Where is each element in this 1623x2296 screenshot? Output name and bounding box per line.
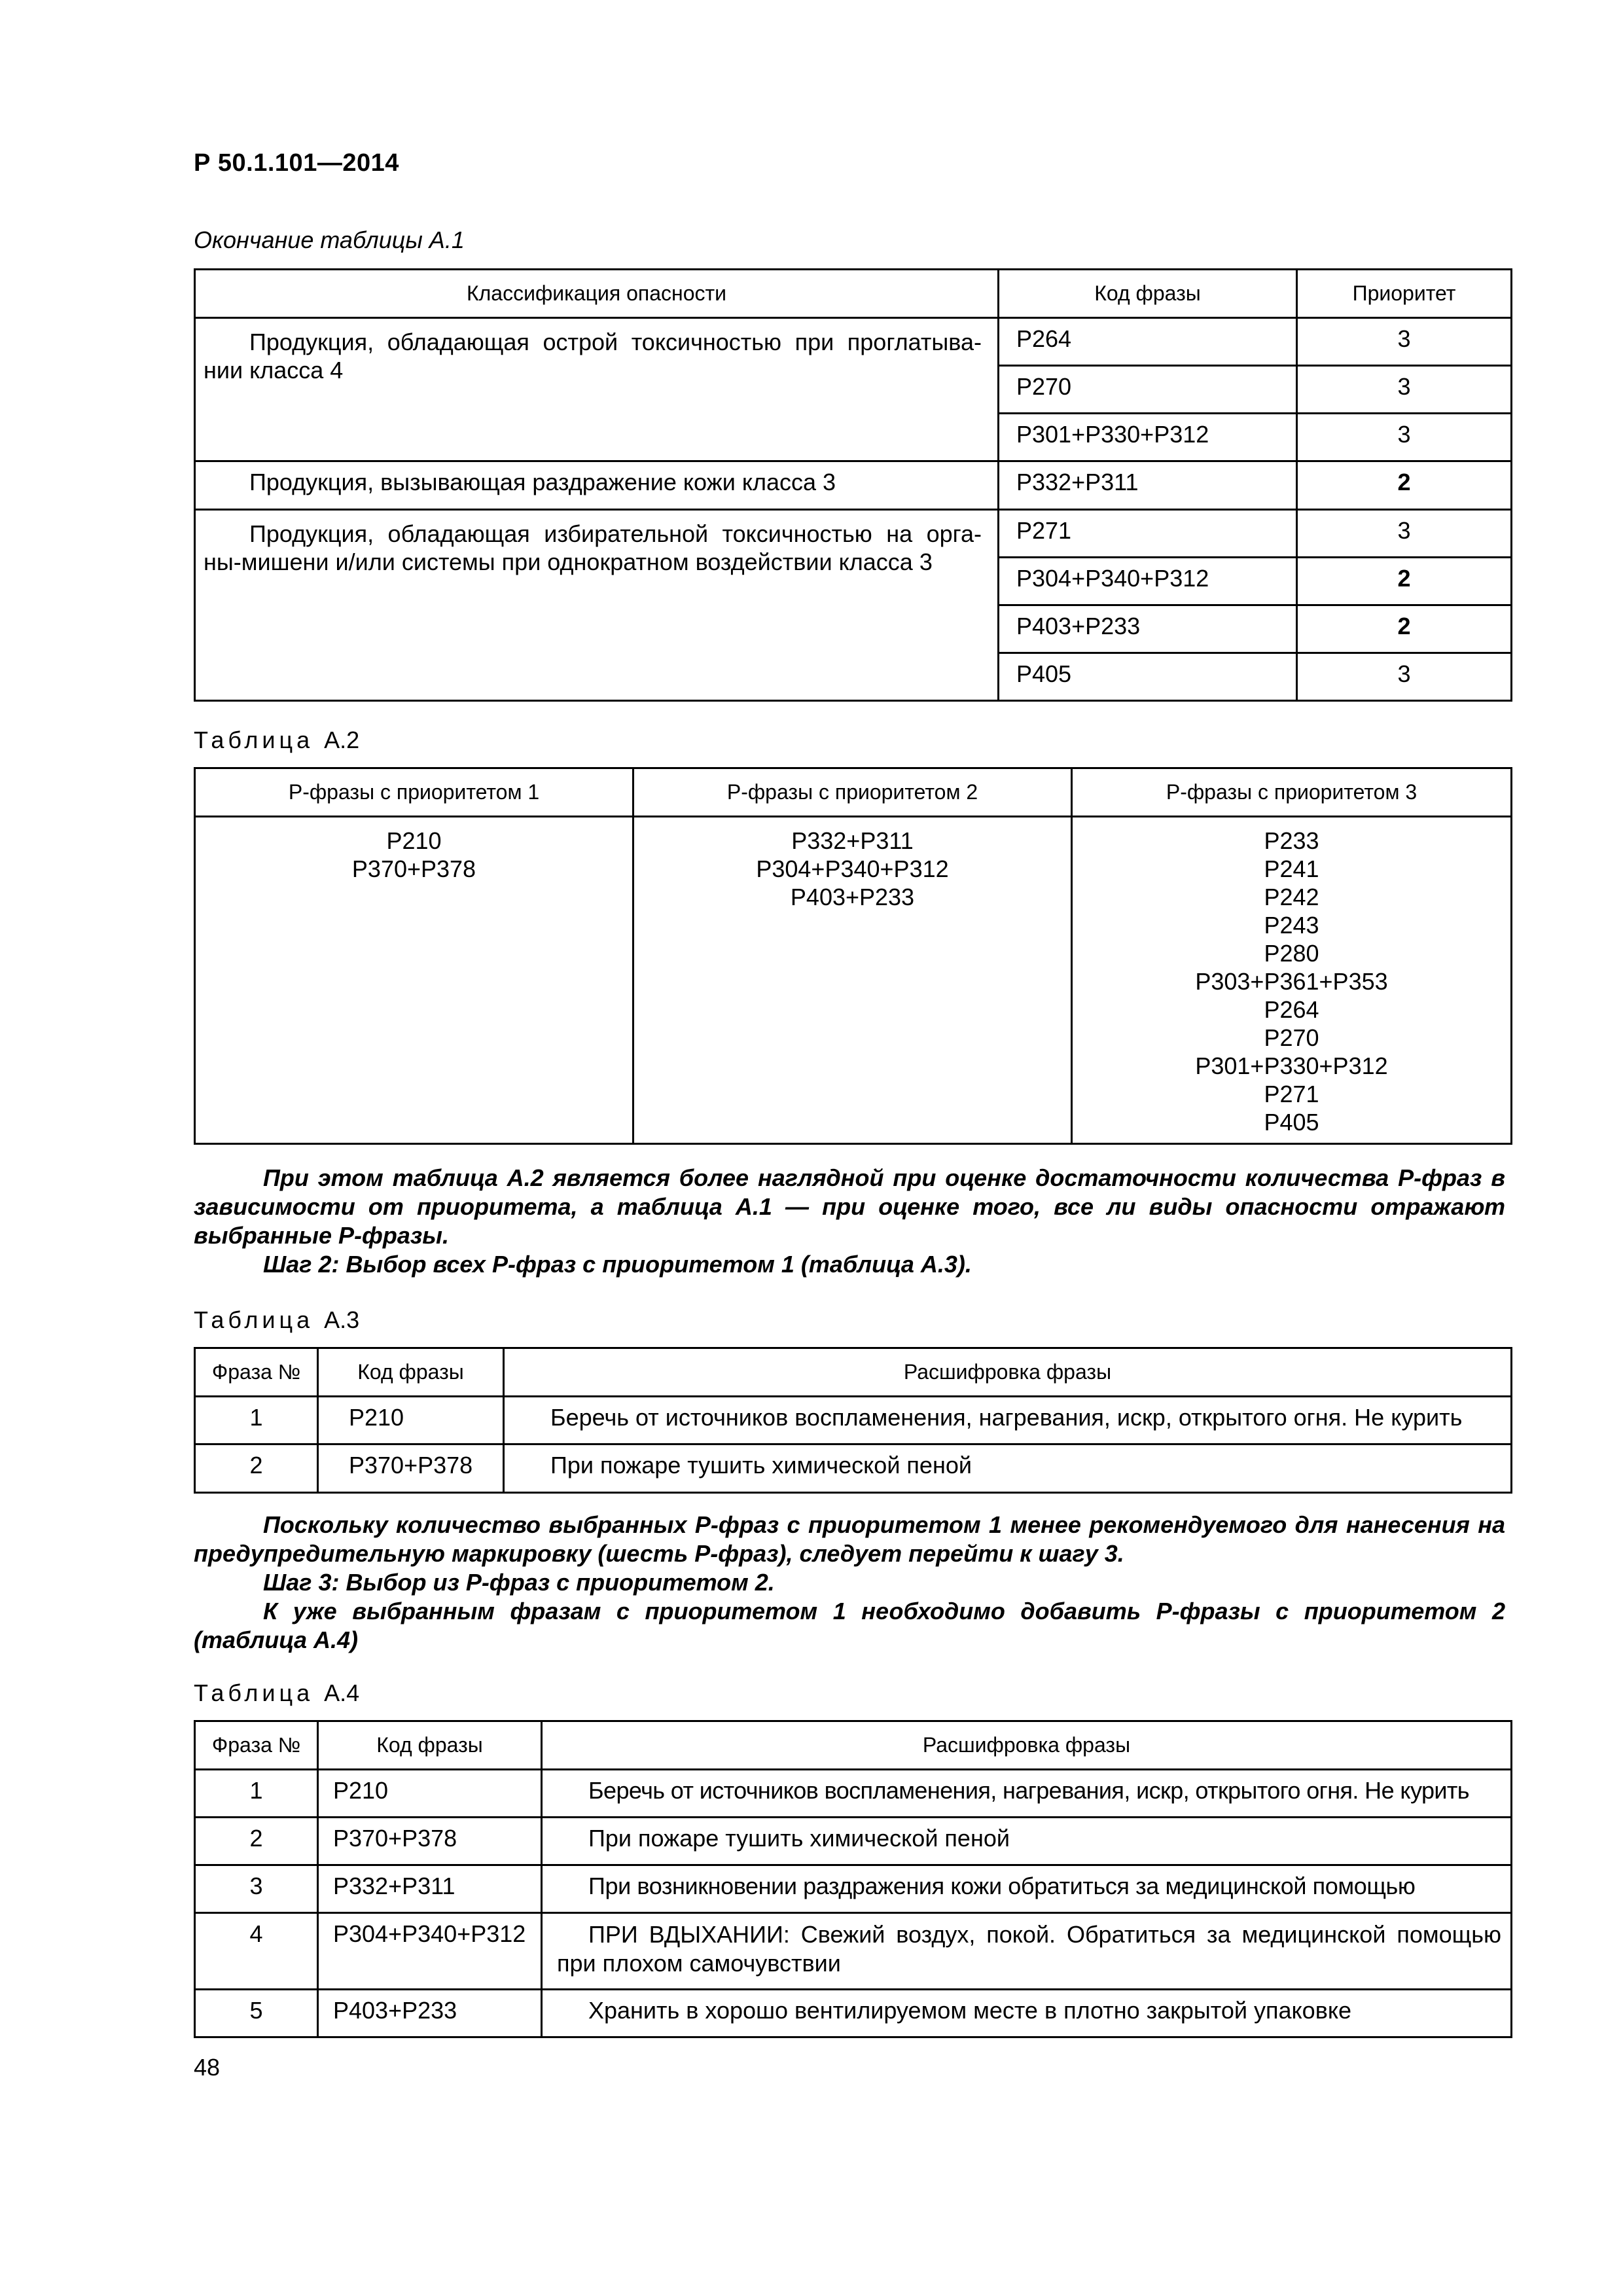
table-row xyxy=(195,1913,1512,1990)
list-item: Р332+Р311 xyxy=(791,827,914,854)
phrase-text: При возникновении раздражения кожи обратиться за медицинской помощью xyxy=(542,1865,1512,1913)
paragraph-2 xyxy=(194,1511,1505,1655)
phrase-text: ПРИ ВДЫХАНИИ: Свежий воздух, покой. Обратиться за медицинской помощью при плохом самочувствии xyxy=(542,1913,1512,1990)
paragraph-1-text: При этом таблица А.2 является более наглядной при оценке достаточности количества Р-фраз в зависимости от приоритета, а таблица А.1 — при оценке того, все ли виды опасности отражают выбранные Р-фразы. xyxy=(194,1164,1505,1249)
list-item: Р241 xyxy=(1264,855,1319,882)
phrase-text: Хранить в хорошо вентилируемом месте в плотно закрытой упаковке xyxy=(542,1990,1512,2037)
table-row xyxy=(195,1865,1512,1913)
priority-cell: 2 xyxy=(1297,461,1512,510)
list-item: Р403+Р233 xyxy=(790,884,915,910)
paragraph-2-step: Шаг 3: Выбор из Р-фраз с приоритетом 2. xyxy=(263,1569,775,1596)
table-a2-header-priority-3: Р-фразы с приоритетом 3 xyxy=(1072,768,1512,817)
table-a2-caption-word: Таблица xyxy=(194,726,314,753)
phrase-code: Р370+Р378 xyxy=(318,1444,504,1493)
table-a3-header-text: Расшифровка фразы xyxy=(504,1348,1512,1397)
table-a3-caption-word: Таблица xyxy=(194,1306,314,1333)
document-code: Р 50.1.101—2014 xyxy=(194,149,399,177)
table-a2 xyxy=(194,767,1512,1145)
priority-1-list xyxy=(195,817,633,1144)
list-item: Р405 xyxy=(1264,1109,1319,1136)
list-item: Р271 xyxy=(1264,1081,1319,1107)
list-item: Р233 xyxy=(1264,827,1319,854)
table-a3-caption xyxy=(194,1306,359,1334)
priority-cell: 3 xyxy=(1297,653,1512,701)
priority-3-list xyxy=(1072,817,1512,1144)
priority-cell: 3 xyxy=(1297,510,1512,558)
classification-cell: Продукция, обладающая острой токсичностью при проглатыва-нии класса 4 xyxy=(195,318,999,461)
table-a2-header-priority-1: Р-фразы с приоритетом 1 xyxy=(195,768,633,817)
classification-cell: Продукция, вызывающая раздражение кожи класса 3 xyxy=(195,461,999,510)
phrase-number: 5 xyxy=(195,1990,318,2037)
list-item: Р243 xyxy=(1264,912,1319,939)
code-cell: Р301+Р330+Р312 xyxy=(999,414,1297,461)
phrase-text: При пожаре тушить химической пеной xyxy=(504,1444,1512,1493)
phrase-code: Р370+Р378 xyxy=(318,1818,542,1865)
phrase-code: Р332+Р311 xyxy=(318,1865,542,1913)
table-a4-header-num: Фраза № xyxy=(195,1721,318,1770)
phrase-number: 4 xyxy=(195,1913,318,1990)
list-item: Р303+Р361+Р353 xyxy=(1195,968,1388,995)
code-cell: Р405 xyxy=(999,653,1297,701)
page-number: 48 xyxy=(194,2054,221,2081)
table-a3-header-code: Код фразы xyxy=(318,1348,504,1397)
phrase-text: Беречь от источников воспламенения, нагревания, искр, открытого огня. Не курить xyxy=(542,1770,1512,1818)
table-row xyxy=(195,1397,1512,1444)
phrase-number: 2 xyxy=(195,1818,318,1865)
code-cell: Р332+Р311 xyxy=(999,461,1297,510)
list-item: Р304+Р340+Р312 xyxy=(756,855,949,882)
table-row xyxy=(195,461,1512,510)
table-a4-caption-number: А.4 xyxy=(324,1679,360,1706)
table-a2-caption xyxy=(194,726,359,754)
paragraph-1 xyxy=(194,1164,1505,1279)
table-row xyxy=(195,1818,1512,1865)
table-a2-header-priority-2: Р-фразы с приоритетом 2 xyxy=(633,768,1072,817)
code-cell: Р270 xyxy=(999,366,1297,414)
phrase-text: Беречь от источников воспламенения, нагревания, искр, открытого огня. Не курить xyxy=(504,1397,1512,1444)
paragraph-2-text: Поскольку количество выбранных Р-фраз с приоритетом 1 менее рекомендуемого для нанесения на предупредительную маркировку (шесть Р-фраз), следует перейти к шагу 3. xyxy=(194,1511,1505,1567)
table-a4-caption xyxy=(194,1679,359,1707)
code-cell: Р264 xyxy=(999,318,1297,366)
table-a4-header-code: Код фразы xyxy=(318,1721,542,1770)
table-row xyxy=(195,1990,1512,2037)
table-row xyxy=(195,1444,1512,1493)
table-a3 xyxy=(194,1347,1512,1494)
phrase-text: При пожаре тушить химической пеной xyxy=(542,1818,1512,1865)
table-row xyxy=(195,817,1512,1144)
list-item: Р280 xyxy=(1264,940,1319,967)
table-a3-caption-number: А.3 xyxy=(324,1306,360,1333)
table-a4 xyxy=(194,1720,1512,2038)
code-cell: Р304+Р340+Р312 xyxy=(999,558,1297,605)
phrase-code: Р210 xyxy=(318,1397,504,1444)
table-a4-caption-word: Таблица xyxy=(194,1679,314,1706)
table-a1-caption: Окончание таблицы А.1 xyxy=(194,226,465,253)
table-a4-header-text: Расшифровка фразы xyxy=(542,1721,1512,1770)
table-a3-header-num: Фраза № xyxy=(195,1348,318,1397)
table-a2-caption-number: А.2 xyxy=(324,726,360,753)
table-a1-header-priority: Приоритет xyxy=(1297,270,1512,318)
phrase-code: Р210 xyxy=(318,1770,542,1818)
phrase-number: 1 xyxy=(195,1397,318,1444)
list-item: Р270 xyxy=(1264,1024,1319,1051)
priority-2-list xyxy=(633,817,1072,1144)
code-cell: Р403+Р233 xyxy=(999,605,1297,653)
table-row xyxy=(195,510,1512,558)
priority-cell: 2 xyxy=(1297,605,1512,653)
paragraph-2-instruction: К уже выбранным фразам с приоритетом 1 необходимо добавить Р-фразы с приоритетом 2 (таблица А.4) xyxy=(194,1598,1505,1653)
paragraph-1-step: Шаг 2: Выбор всех Р-фраз с приоритетом 1 (таблица А.3). xyxy=(263,1251,972,1278)
classification-cell: Продукция, обладающая избирательной токсичностью на орга-ны-мишени и/или системы при однократном воздействии класса 3 xyxy=(195,510,999,701)
table-row xyxy=(195,318,1512,366)
code-cell: Р271 xyxy=(999,510,1297,558)
table-row xyxy=(195,1770,1512,1818)
phrase-number: 1 xyxy=(195,1770,318,1818)
list-item: Р242 xyxy=(1264,884,1319,910)
list-item: Р264 xyxy=(1264,996,1319,1023)
priority-cell: 2 xyxy=(1297,558,1512,605)
phrase-code: Р403+Р233 xyxy=(318,1990,542,2037)
phrase-number: 3 xyxy=(195,1865,318,1913)
priority-cell: 3 xyxy=(1297,366,1512,414)
table-a1-header-code: Код фразы xyxy=(999,270,1297,318)
list-item: Р210 xyxy=(386,827,442,854)
list-item: Р301+Р330+Р312 xyxy=(1195,1052,1388,1079)
phrase-number: 2 xyxy=(195,1444,318,1493)
list-item: Р370+Р378 xyxy=(351,855,476,882)
priority-cell: 3 xyxy=(1297,414,1512,461)
phrase-code: Р304+Р340+Р312 xyxy=(318,1913,542,1990)
table-a1 xyxy=(194,268,1512,702)
table-a1-header-classification: Классификация опасности xyxy=(195,270,999,318)
priority-cell: 3 xyxy=(1297,318,1512,366)
